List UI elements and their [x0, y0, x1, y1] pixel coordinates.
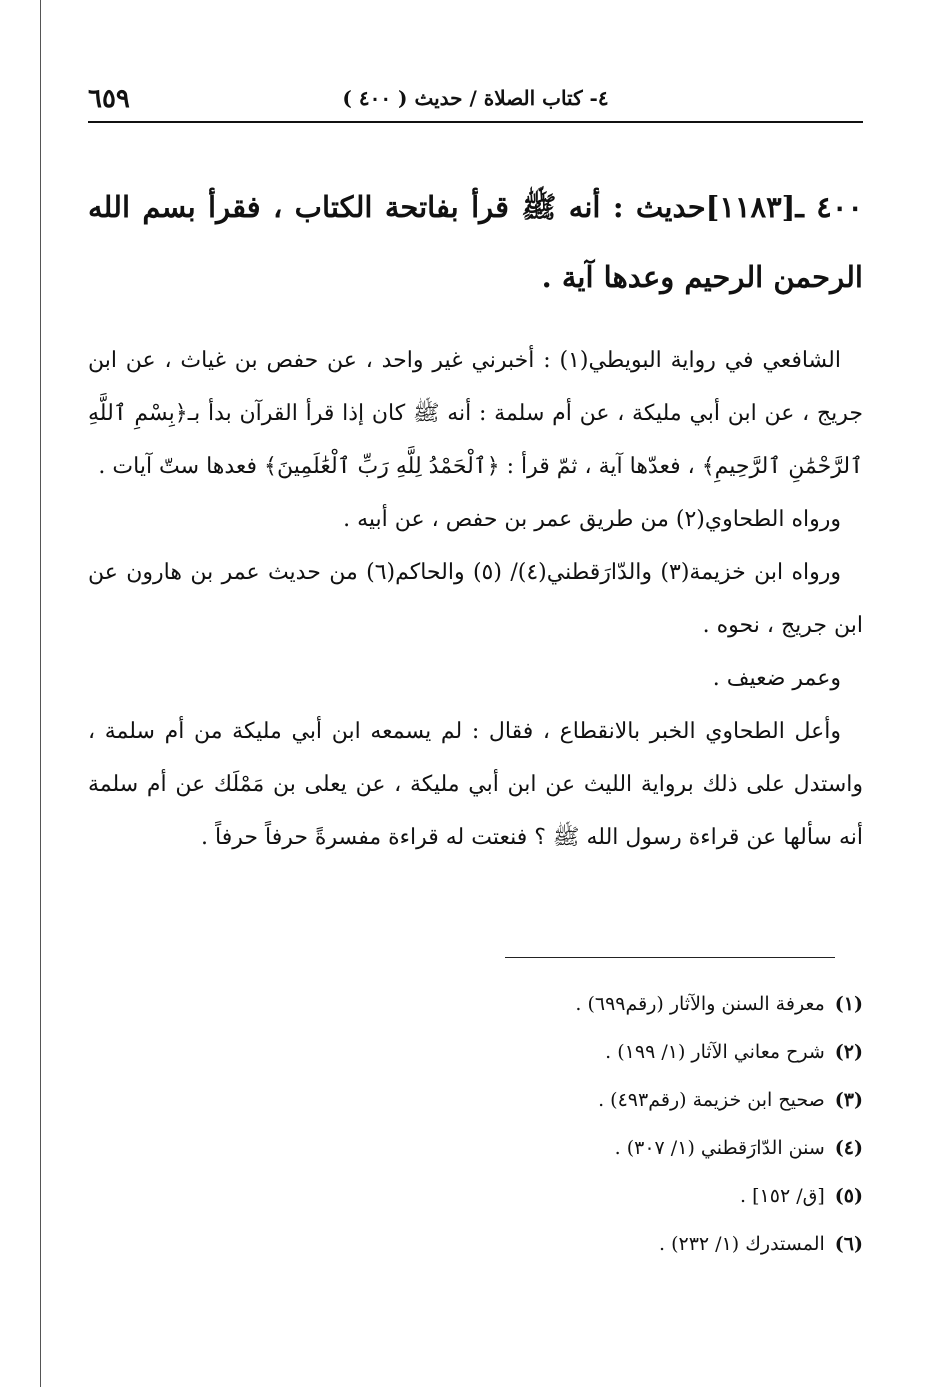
footnote-mark: (١)	[834, 993, 863, 1015]
footnotes	[88, 980, 863, 1268]
paragraph: وأعل الطحاوي الخبر بالانقطاع ، فقال : لم يسمعه ابن أبي مليكة من أم سلمة ، واستدل على ذلك برواية الليث عن ابن أبي مليكة ، عن يعلى بن مَمْلَك عن أم سلمة أنه سألها عن قراءة رسول الله ﷺ ؟ فنعتت له قراءة مفسرةً حرفاً حرفاً .	[88, 719, 863, 850]
hadith-number: ٤٠٠ ـ	[795, 190, 863, 224]
footnote-mark: (٥)	[834, 1185, 863, 1207]
footnote-text: شرح معاني الآثار (١/ ١٩٩) .	[605, 1041, 825, 1063]
hadith-heading	[88, 172, 863, 312]
page-border	[40, 0, 41, 1387]
footnote	[88, 1172, 863, 1220]
footnote-text: صحيح ابن خزيمة (رقم٤٩٣) .	[598, 1089, 825, 1111]
footnote	[88, 980, 863, 1028]
footnote	[88, 1124, 863, 1172]
hadith-label: حديث :	[612, 190, 706, 224]
page-number: ٦٥٩	[88, 84, 130, 114]
footnote-separator	[505, 957, 835, 958]
footnote	[88, 1076, 863, 1124]
footnote	[88, 1220, 863, 1268]
footnote-mark: (٤)	[834, 1137, 863, 1159]
footnote-text: المستدرك (١/ ٢٣٢) .	[658, 1233, 825, 1255]
header-title: ٤- كتاب الصلاة / حديث ( ٤٠٠ )	[342, 86, 609, 110]
footnote	[88, 1028, 863, 1076]
footnote-mark: (٢)	[834, 1041, 863, 1063]
hadith-reference: [١١٨٣]	[705, 190, 796, 224]
header-rule	[88, 121, 863, 123]
footnote-text: سنن الدّارَقطني (١/ ٣٠٧) .	[614, 1137, 825, 1159]
hadith-text: أنه ﷺ قرأ بفاتحة الكتاب ، فقرأ بسم الله الرحمن الرحيم وعدها آية .	[88, 190, 863, 294]
main-content	[88, 172, 863, 864]
footnote-mark: (٦)	[834, 1233, 863, 1255]
running-header	[88, 84, 863, 120]
footnote-text: [ق/ ١٥٢] .	[740, 1185, 825, 1207]
paragraph: الشافعي في رواية البويطي(١) : أخبرني غير واحد ، عن حفص بن غياث ، عن ابن جريج ، عن ابن أبي مليكة ، عن أم سلمة : أنه ﷺ كان إذا قرأ القرآن بدأ بـ﴿بِسْمِ ٱللَّهِ ٱلرَّحْمَٰنِ ٱلرَّحِيمِ﴾ ، فعدّها آية ، ثمّ قرأ : ﴿ٱلْحَمْدُ لِلَّهِ رَبِّ ٱلْعَٰلَمِينَ﴾ فعدها ستّ آيات .	[88, 348, 863, 479]
paragraph: وعمر ضعيف .	[712, 666, 841, 691]
paragraph: ورواه الطحاوي(٢) من طريق عمر بن حفص ، عن أبيه .	[343, 507, 841, 532]
footnote-mark: (٣)	[834, 1089, 863, 1111]
footnote-text: معرفة السنن والآثار (رقم٦٩٩) .	[575, 993, 825, 1015]
paragraph: ورواه ابن خزيمة(٣) والدّارَقطني(٤)/ (٥) والحاكم(٦) من حديث عمر بن هارون عن ابن جريج ، نحوه .	[88, 560, 863, 638]
